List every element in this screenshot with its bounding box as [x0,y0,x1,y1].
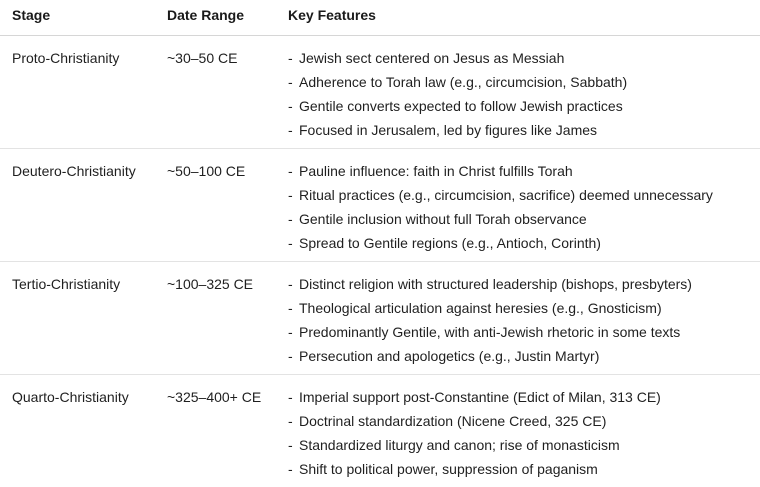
feature-text: Ritual practices (e.g., circumcision, sacrifice) deemed unnecessary [299,187,713,203]
feature-text: Gentile converts expected to follow Jewish practices [299,98,623,114]
feature-item [288,272,692,296]
features-list [288,46,627,142]
table-row [0,149,760,262]
feature-text: Predominantly Gentile, with anti-Jewish rhetoric in some texts [299,324,681,340]
bullet-dash: - [288,163,293,179]
feature-item [288,231,713,255]
stage-cell: Tertio-Christianity [12,276,121,292]
stage-cell: Proto-Christianity [12,50,120,66]
header-date-range: Date Range [167,7,245,23]
date-range-cell: ~325–400+ CE [167,389,262,405]
bullet-dash: - [288,413,293,429]
features-list [288,385,661,481]
feature-text: Spread to Gentile regions (e.g., Antioch, Corinth) [299,235,601,251]
feature-item [288,344,692,368]
feature-item [288,320,692,344]
feature-text: Gentile inclusion without full Torah observance [299,211,587,227]
table-row [0,262,760,375]
header-stage: Stage [12,7,51,23]
feature-item [288,433,661,457]
feature-text: Doctrinal standardization (Nicene Creed, 325 CE) [299,413,607,429]
features-list [288,159,713,255]
bullet-dash: - [288,74,293,90]
feature-text: Jewish sect centered on Jesus as Messiah [299,50,565,66]
feature-text: Theological articulation against heresies (e.g., Gnosticism) [299,300,662,316]
bullet-dash: - [288,98,293,114]
bullet-dash: - [288,348,293,364]
features-cell [288,159,713,255]
feature-text: Distinct religion with structured leadership (bishops, presbyters) [299,276,692,292]
table-row [0,36,760,149]
bullet-dash: - [288,211,293,227]
feature-item [288,207,713,231]
bullet-dash: - [288,389,293,405]
feature-item [288,159,713,183]
feature-item [288,94,627,118]
bullet-dash: - [288,437,293,453]
bullet-dash: - [288,300,293,316]
feature-text: Focused in Jerusalem, led by figures like James [299,122,598,138]
feature-item [288,46,627,70]
table-row [0,375,760,487]
feature-text: Pauline influence: faith in Christ fulfills Torah [299,163,573,179]
table-header-row [0,0,760,36]
header-key-features: Key Features [288,7,376,23]
bullet-dash: - [288,50,293,66]
bullet-dash: - [288,276,293,292]
bullet-dash: - [288,122,293,138]
feature-item [288,183,713,207]
feature-item [288,385,661,409]
bullet-dash: - [288,235,293,251]
date-range-cell: ~30–50 CE [167,50,238,66]
feature-text: Standardized liturgy and canon; rise of monasticism [299,437,620,453]
date-range-cell: ~50–100 CE [167,163,246,179]
features-list [288,272,692,368]
stage-cell: Quarto-Christianity [12,389,129,405]
date-range-cell: ~100–325 CE [167,276,254,292]
features-cell [288,385,661,481]
bullet-dash: - [288,187,293,203]
stage-cell: Deutero-Christianity [12,163,136,179]
feature-item [288,409,661,433]
feature-text: Shift to political power, suppression of paganism [299,461,598,477]
bullet-dash: - [288,461,293,477]
feature-item [288,118,627,142]
feature-item [288,296,692,320]
feature-text: Adherence to Torah law (e.g., circumcision, Sabbath) [299,74,628,90]
bullet-dash: - [288,324,293,340]
features-cell [288,272,692,368]
feature-text: Persecution and apologetics (e.g., Justin Martyr) [299,348,600,364]
feature-item [288,457,661,481]
feature-item [288,70,627,94]
features-cell [288,46,627,142]
feature-text: Imperial support post-Constantine (Edict of Milan, 313 CE) [299,389,661,405]
